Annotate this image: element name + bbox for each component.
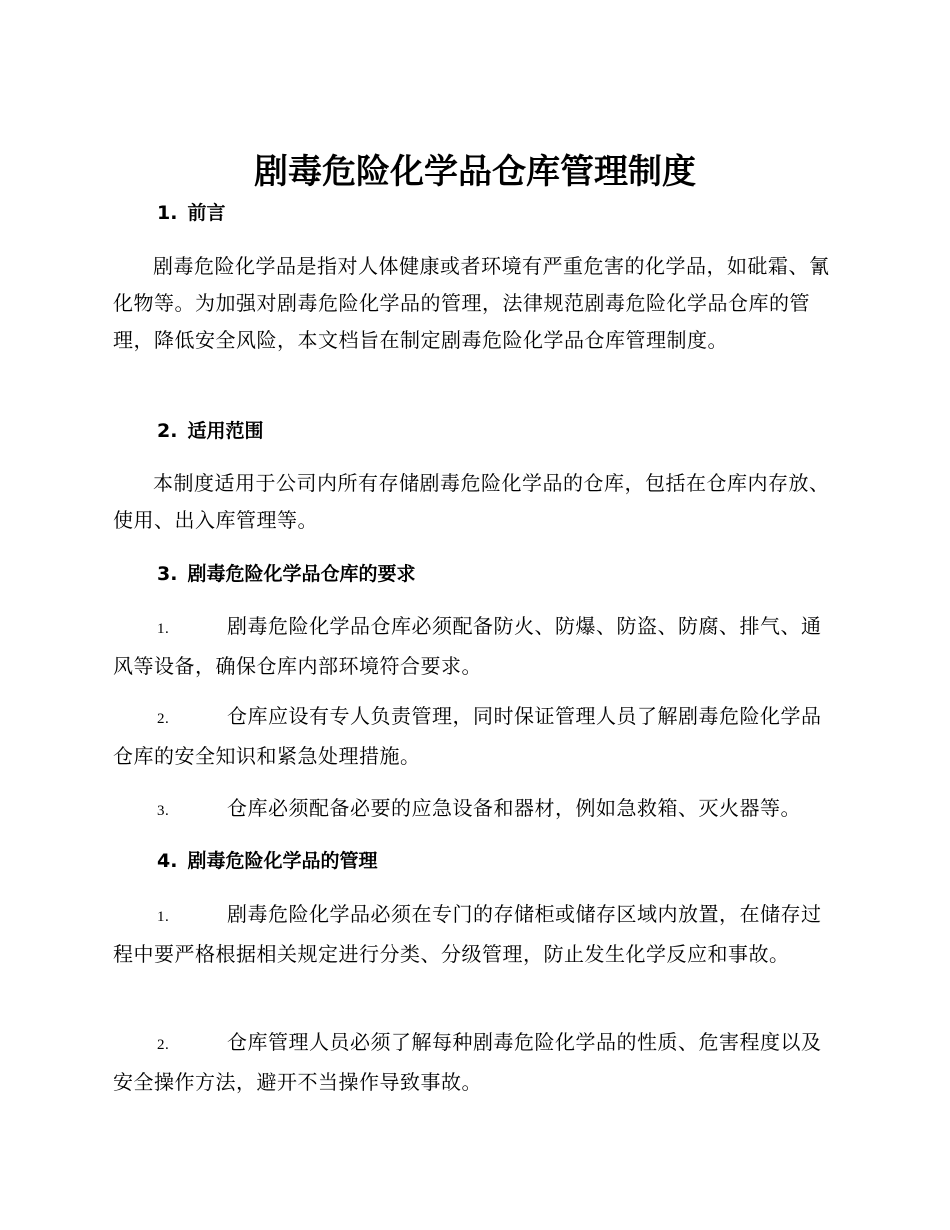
section-paragraph-2: 本制度适用于公司内所有存储剧毒危险化学品的仓库，包括在仓库内存放、使用、出入库管理等。 (113, 471, 830, 532)
section-title: 剧毒危险化学品仓库的要求 (187, 563, 416, 585)
section-paragraph-1: 剧毒危险化学品是指对人体健康或者环境有严重危害的化学品，如砒霜、氰化物等。为加强对剧毒危险化学品的管理，法律规范剧毒危险化学品仓库的管理，降低安全风险，本文档旨在制定剧毒危险化学品仓库管理制度。 (113, 254, 830, 352)
section-title: 剧毒危险化学品的管理 (187, 850, 378, 872)
list-item-text: 仓库应设有专人负责管理，同时保证管理人员了解剧毒危险化学品仓库的安全知识和紧急处理措施。 (113, 704, 822, 768)
section-number: 1. (157, 202, 178, 224)
list-item (113, 1024, 835, 1101)
section-heading-1 (157, 200, 225, 226)
list-item-number: 2. (157, 711, 170, 727)
list-item (113, 608, 835, 685)
list-item-text: 仓库管理人员必须了解每种剧毒危险化学品的性质、危害程度以及安全操作方法，避开不当操作导致事故。 (113, 1030, 822, 1094)
section-heading-3 (157, 561, 415, 587)
list-item-number: 1. (157, 909, 170, 925)
section-heading-4 (157, 848, 377, 874)
document-title: 剧毒危险化学品仓库管理制度 (254, 152, 696, 192)
list-item (113, 698, 835, 775)
list-item-number: 1. (157, 621, 170, 637)
list-item-number: 2. (157, 1037, 170, 1053)
list-item (113, 896, 835, 973)
section-number: 3. (157, 563, 178, 585)
list-item (113, 790, 835, 830)
section-number: 4. (157, 850, 178, 872)
list-item-text: 剧毒危险化学品仓库必须配备防火、防爆、防盗、防腐、排气、通风等设备，确保仓库内部环境符合要求。 (113, 614, 822, 678)
section-title: 适用范围 (187, 420, 264, 442)
list-item-text: 仓库必须配备必要的应急设备和器材，例如急救箱、灭火器等。 (227, 796, 801, 820)
section-number: 2. (157, 420, 178, 442)
section-heading-2 (157, 418, 263, 444)
list-item-text: 剧毒危险化学品必须在专门的存储柜或储存区域内放置，在储存过程中要严格根据相关规定进行分类、分级管理，防止发生化学反应和事故。 (113, 902, 822, 966)
section-title: 前言 (187, 202, 226, 224)
list-item-number: 3. (157, 803, 170, 819)
